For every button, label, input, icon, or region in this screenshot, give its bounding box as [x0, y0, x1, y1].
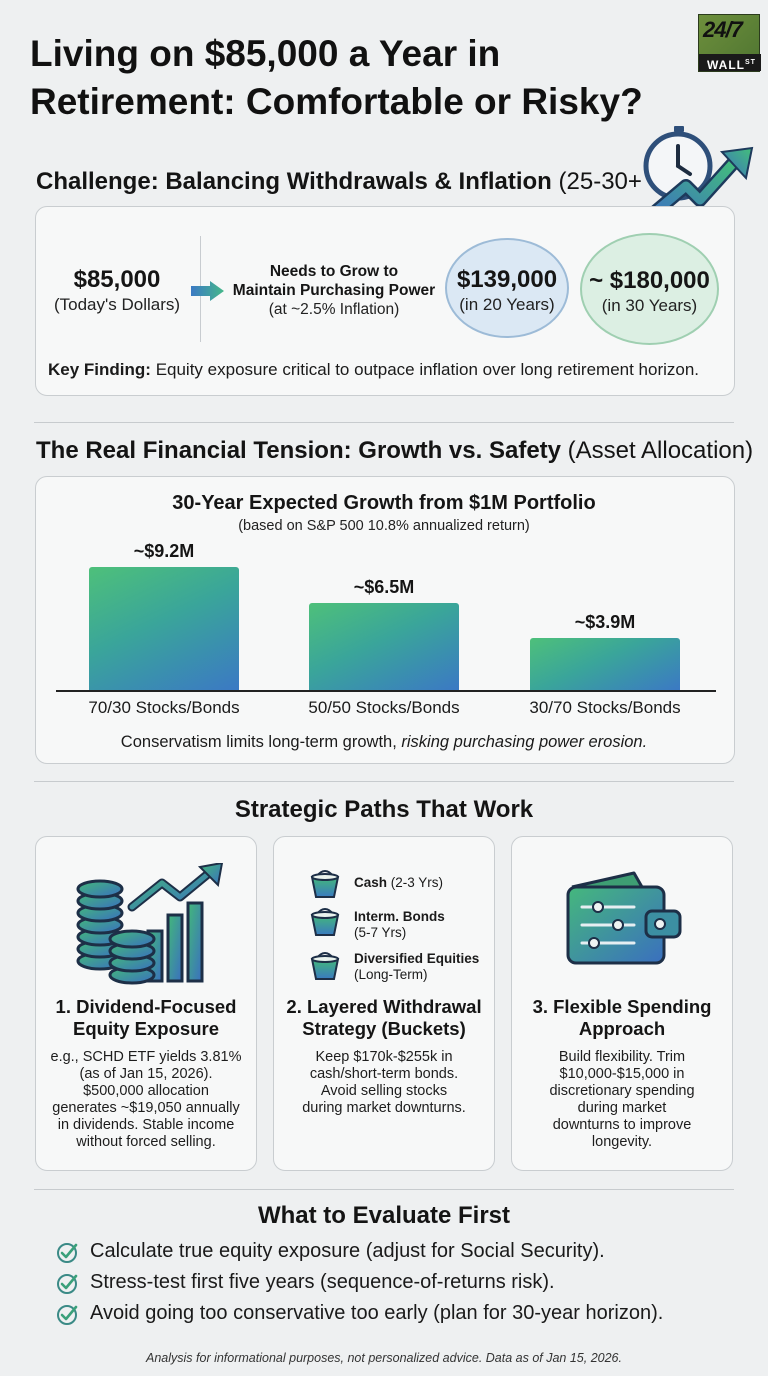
chart-baseline [56, 690, 716, 692]
chart-note: Conservatism limits long-term growth, risking purchasing power erosion. [120, 733, 648, 751]
path-text-buckets: Keep $170k-$255k in cash/short-term bonds. Avoid selling stocks during market downturns. [302, 1049, 466, 1116]
key-finding: Key Finding: Equity exposure critical to outpace inflation over long retirement horizon. [48, 360, 700, 379]
grow-sub: (at ~2.5% Inflation) [268, 301, 400, 318]
grow-label: Needs to Grow to Maintain Purchasing Power [232, 263, 436, 299]
path-title-dividend: 1. Dividend-Focused Equity Exposure [55, 996, 237, 1039]
path-title-buckets: 2. Layered Withdrawal Strategy (Buckets) [286, 996, 482, 1039]
projection-20-years: $139,000 (in 20 Years) [445, 238, 569, 338]
bucket-bonds: Interm. Bonds (5-7 Yrs) [310, 901, 340, 942]
chart-subtitle: (based on S&P 500 10.8% annualized return) [238, 518, 530, 534]
challenge-heading: Challenge: Balancing Withdrawals & Inflation (25-30+ [36, 168, 642, 195]
paths-heading: Strategic Paths That Work [234, 796, 534, 823]
bar-value-label: ~$9.2M [133, 540, 195, 561]
today-value: $85,000 [73, 266, 161, 293]
bucket-equities: Diversified Equities (Long-Term) [310, 945, 340, 986]
section-divider [34, 781, 734, 782]
bucket-cash: Cash (2-3 Yrs) [310, 863, 340, 904]
path-text-flexible: Build flexibility. Trim $10,000-$15,000 in discretionary spending during market downturns to improve longevity. [549, 1049, 695, 1150]
today-sub: (Today's Dollars) [53, 295, 181, 314]
section-divider [34, 422, 734, 423]
footnote: Analysis for informational purposes, not personalized advice. Data as of Jan 15, 2026. [146, 1351, 622, 1365]
path-title-flexible: 3. Flexible Spending Approach [532, 996, 712, 1039]
arrow-right-icon [190, 280, 226, 302]
x-tick-label: 50/50 Stocks/Bonds [308, 698, 460, 717]
tension-heading: The Real Financial Tension: Growth vs. Safety (Asset Allocation) [36, 437, 754, 464]
coins-growth-chart-icon [76, 863, 226, 985]
chart-title: 30-Year Expected Growth from $1M Portfolio [172, 492, 596, 514]
bar-value-label: ~$3.9M [574, 611, 636, 632]
x-tick-label: 30/70 Stocks/Bonds [529, 698, 681, 717]
check-circle-icon [56, 1304, 78, 1326]
bucket-icon [310, 901, 340, 937]
evaluate-heading: What to Evaluate First [257, 1202, 511, 1229]
check-circle-icon [56, 1273, 78, 1295]
bucket-icon [310, 945, 340, 981]
section-divider [34, 1189, 734, 1190]
page-title: Living on $85,000 a Year in Retirement: Comfortable or Risky? [30, 33, 643, 122]
path-text-dividend: e.g., SCHD ETF yields 3.81% (as of Jan 15, 2026). $500,000 allocation generates ~$19,050 annually in dividends. Stable income without forced selling. [50, 1049, 242, 1150]
brand-logo: 24/7 $WALL^{ST}$ [698, 14, 760, 72]
check-circle-icon [56, 1242, 78, 1264]
x-tick-label: 70/30 Stocks/Bonds [88, 698, 240, 717]
projection-30-years: ~ $180,000 (in 30 Years) [580, 233, 719, 345]
wallet-sliders-icon [564, 869, 684, 969]
bucket-icon [310, 863, 340, 899]
bar-value-label: ~$6.5M [353, 576, 415, 597]
